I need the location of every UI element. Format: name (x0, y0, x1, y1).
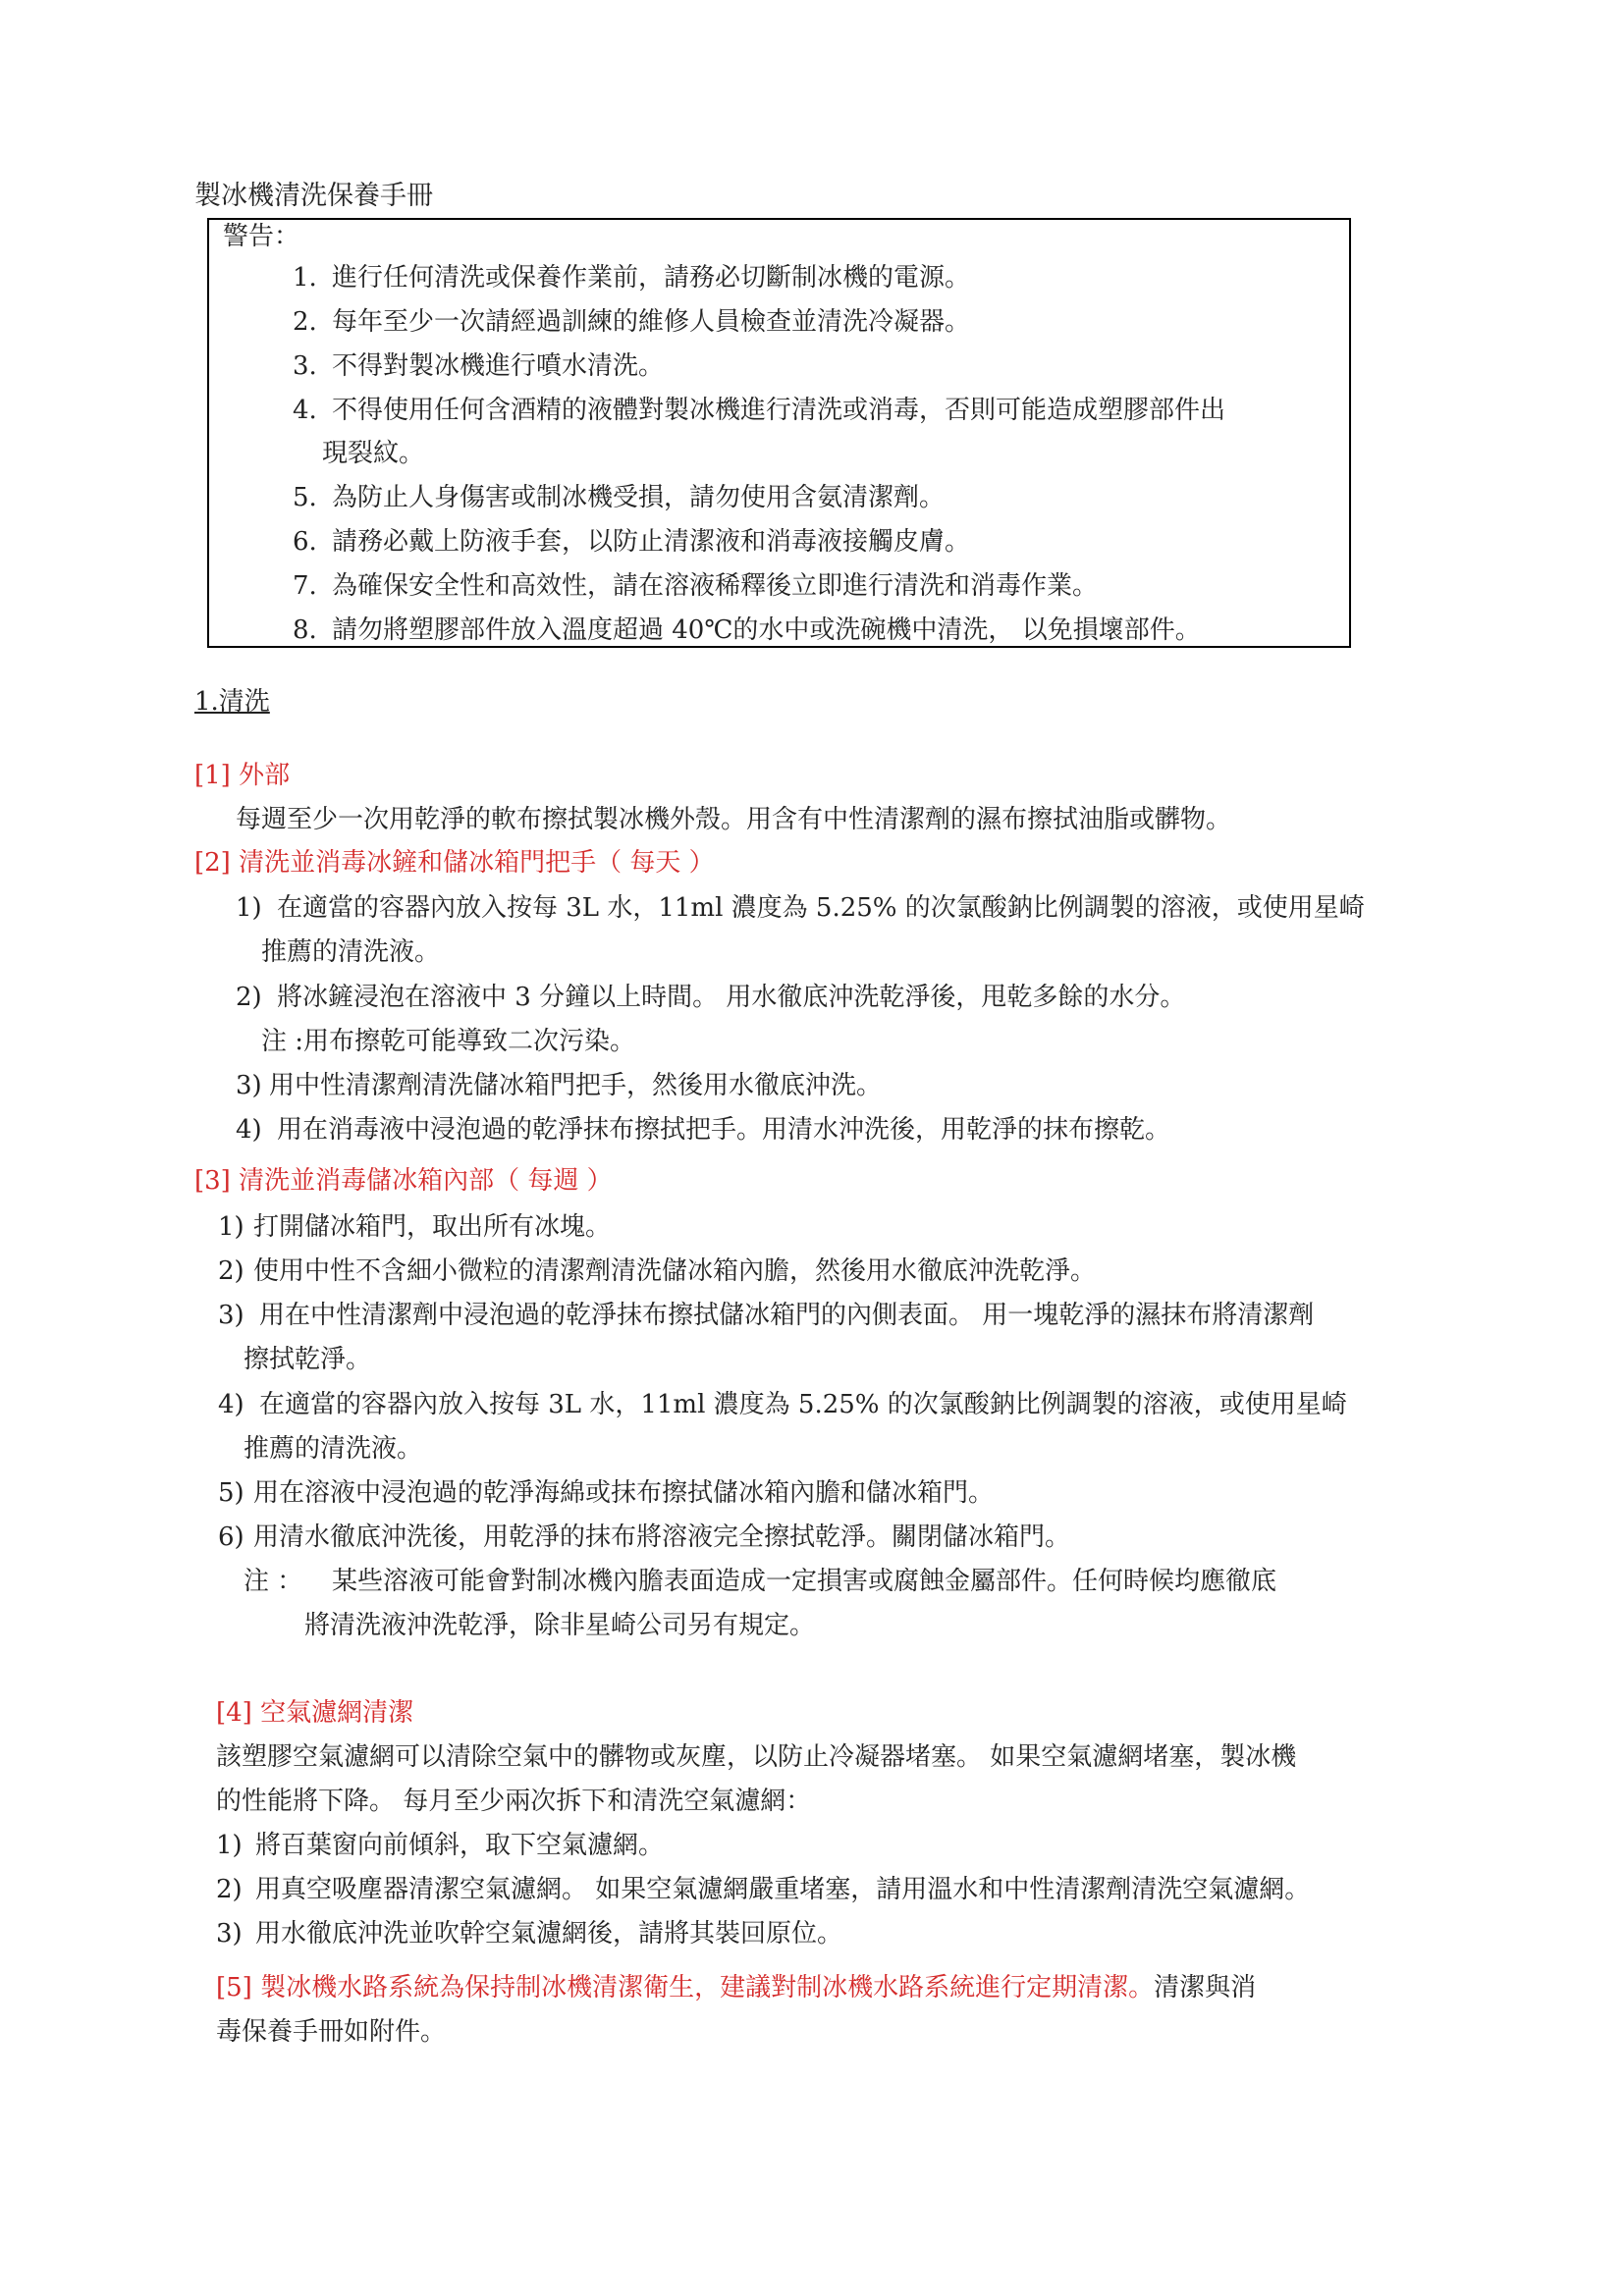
list-item-continuation: 推薦的清洗液。 (244, 1434, 423, 1464)
list-item-num: 2) (218, 1256, 244, 1286)
list-item-num: 1) (216, 1831, 243, 1860)
subsection-heading-scoop: [2] 清洗並消毒冰鏟和儲冰箱門把手（ 每天 ） (194, 848, 715, 878)
list-item-num: 1) (236, 893, 262, 923)
list-item-continuation: 推薦的清洗液。 (261, 937, 441, 967)
filter-body: 該塑膠空氣濾網可以清除空氣中的髒物或灰塵，以防止冷凝器堵塞。 如果空氣濾網堵塞，製冰機 (216, 1742, 1297, 1772)
subsection-heading-filter: [4] 空氣濾網清潔 (216, 1698, 414, 1728)
warning-item-num: 8. (293, 615, 317, 645)
warning-item-num: 6. (293, 527, 317, 557)
warning-item-num: 5. (293, 483, 317, 512)
bin-note-continuation: 將清洗液沖洗乾淨，除非星崎公司另有規定。 (304, 1611, 816, 1640)
water-system-highlight: [5] 製冰機水路系統為保持制冰機清潔衛生，建議對制冰機水路系統進行定期清潔。 (216, 1973, 1155, 2002)
list-item: 用在消毒液中浸泡過的乾淨抹布擦拭把手。用清水沖洗後，用乾淨的抹布擦乾。 (277, 1115, 1171, 1145)
list-item-continuation: 擦拭乾淨。 (244, 1345, 372, 1374)
list-item: 將冰鏟浸泡在溶液中 3 分鐘以上時間。 用水徹底沖洗乾淨後，甩乾多餘的水分。 (277, 983, 1186, 1012)
list-item-num: 3) (216, 1919, 243, 1949)
list-item-num: 6) (218, 1522, 244, 1552)
warning-item: 每年至少一次請經過訓練的維修人員檢查並清洗冷凝器。 (332, 307, 971, 337)
list-item: 用在溶液中浸泡過的乾淨海綿或抹布擦拭儲冰箱內膽和儲冰箱門。 (253, 1478, 995, 1508)
list-item-num: 2) (216, 1875, 243, 1904)
list-item: 用水徹底沖洗並吹幹空氣濾網後，請將其裝回原位。 (255, 1919, 843, 1949)
warning-label: 警告： (223, 222, 300, 251)
bin-note-label: 注 ： (244, 1567, 303, 1596)
list-item: 用中性清潔劑清洗儲冰箱門把手，然後用水徹底沖洗。 (269, 1071, 883, 1100)
subsection-heading-bin: [3] 清洗並消毒儲冰箱內部（ 每週 ） (194, 1166, 613, 1196)
warning-item-num: 4. (293, 396, 317, 425)
list-item: 用真空吸塵器清潔空氣濾網。 如果空氣濾網嚴重堵塞，請用溫水和中性清潔劑清洗空氣濾網。 (255, 1875, 1311, 1904)
warning-item: 為防止人身傷害或制冰機受損，請勿使用含氨清潔劑。 (332, 483, 946, 512)
list-item: 使用中性不含細小微粒的清潔劑清洗儲冰箱內膽，然後用水徹底沖洗乾淨。 (253, 1256, 1097, 1286)
list-item: 將百葉窗向前傾斜，取下空氣濾網。 (255, 1831, 665, 1860)
list-item-num: 3) (218, 1301, 244, 1330)
list-item-num: 1) (218, 1212, 244, 1242)
exterior-body: 每週至少一次用乾淨的軟布擦拭製冰機外殼。用含有中性清潔劑的濕布擦拭油脂或髒物。 (236, 805, 1232, 834)
filter-body: 的性能將下降。 每月至少兩次拆下和清洗空氣濾網： (216, 1787, 812, 1816)
warning-item-continuation: 現裂紋。 (322, 439, 425, 468)
warning-item-num: 3. (293, 351, 317, 381)
list-item-num: 4) (236, 1115, 262, 1145)
scoop-note: 注 :用布擦乾可能導致二次污染。 (261, 1027, 636, 1056)
list-item: 在適當的容器內放入按每 3L 水，11ml 濃度為 5.25% 的次氯酸鈉比例調製的溶液，或使用星崎 (277, 893, 1365, 923)
list-item-num: 5) (218, 1478, 244, 1508)
warning-item: 不得對製冰機進行噴水清洗。 (332, 351, 665, 381)
warning-item: 請勿將塑膠部件放入溫度超過 40℃的水中或洗碗機中清洗， 以免損壞部件。 (332, 615, 1201, 645)
list-item-num: 3) (236, 1071, 262, 1100)
section-title: 1.清洗 (194, 687, 270, 717)
subsection-heading-exterior: [1] 外部 (194, 761, 291, 790)
document-title: 製冰機清洗保養手冊 (194, 181, 433, 211)
list-item: 在適當的容器內放入按每 3L 水，11ml 濃度為 5.25% 的次氯酸鈉比例調製的溶液，或使用星崎 (259, 1390, 1347, 1419)
water-system-continuation: 毒保養手冊如附件。 (216, 2017, 447, 2047)
list-item-num: 2) (236, 983, 262, 1012)
water-system-text: 清潔與消 (1154, 1973, 1257, 2002)
warning-item: 為確保安全性和高效性，請在溶液稀釋後立即進行清洗和消毒作業。 (332, 571, 1099, 601)
list-item: 用在中性清潔劑中浸泡過的乾淨抹布擦拭儲冰箱門的內側表面。 用一塊乾淨的濕抹布將清潔劑 (259, 1301, 1315, 1330)
list-item-num: 4) (218, 1390, 244, 1419)
warning-item-num: 2. (293, 307, 317, 337)
warning-item-num: 1. (293, 263, 317, 293)
list-item: 用清水徹底沖洗後，用乾淨的抹布將溶液完全擦拭乾淨。關閉儲冰箱門。 (253, 1522, 1071, 1552)
warning-item-num: 7. (293, 571, 317, 601)
water-system-paragraph (216, 1975, 1256, 2001)
list-item: 打開儲冰箱門，取出所有冰塊。 (253, 1212, 612, 1242)
warning-item: 進行任何清洗或保養作業前，請務必切斷制冰機的電源。 (332, 263, 971, 293)
bin-note: 某些溶液可能會對制冰機內膽表面造成一定損害或腐蝕金屬部件。任何時候均應徹底 (332, 1567, 1277, 1596)
warning-item: 不得使用任何含酒精的液體對製冰機進行清洗或消毒，否則可能造成塑膠部件出 (332, 396, 1226, 425)
warning-item: 請務必戴上防液手套，以防止清潔液和消毒液接觸皮膚。 (332, 527, 971, 557)
